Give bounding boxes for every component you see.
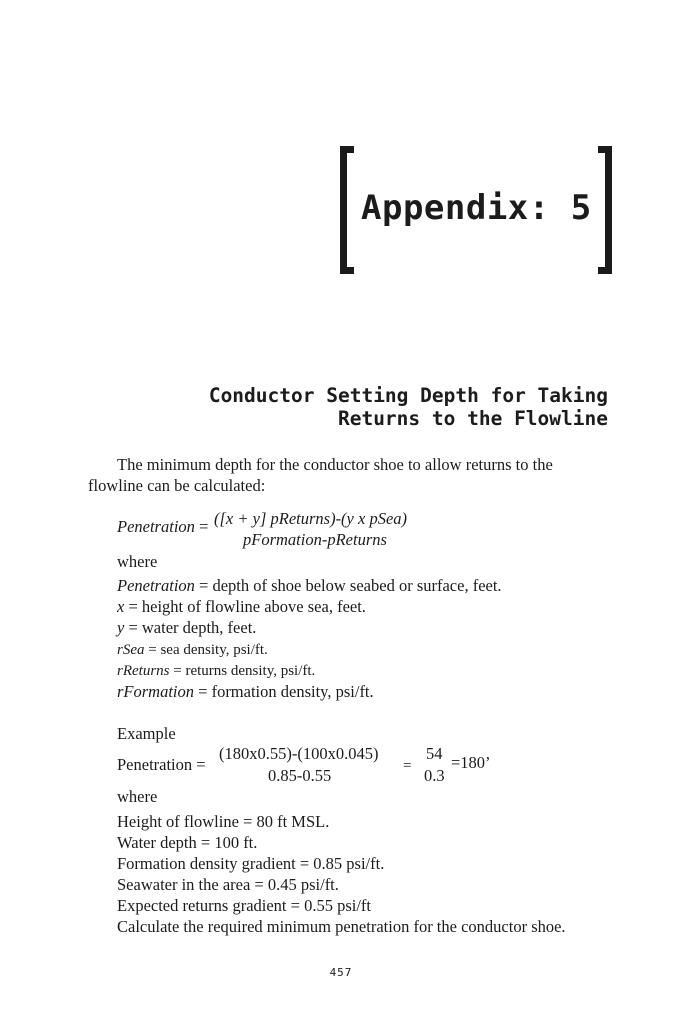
- formula-lhs: Penetration: [117, 517, 195, 536]
- section-title-line-2: Returns to the Flowline: [337, 407, 608, 430]
- example-den2: 0.3: [424, 766, 445, 785]
- example-equals: =: [403, 758, 412, 774]
- definition-text: = height of flowline above sea, feet.: [124, 597, 366, 616]
- example-given: Expected returns gradient = 0.55 psi/ft: [117, 896, 371, 915]
- definition-text: = returns density, psi/ft.: [169, 663, 316, 679]
- definition-text: = water depth, feet.: [124, 618, 257, 637]
- example-where: where: [117, 787, 158, 806]
- example-given: Water depth = 100 ft.: [117, 833, 258, 852]
- definition-term: Penetration: [117, 576, 195, 595]
- example-given: Calculate the required minimum penetration for the conductor shoe.: [117, 917, 566, 936]
- definition-item: [117, 618, 256, 638]
- definition-text: = formation density, psi/ft.: [194, 682, 374, 701]
- example-num2: 54: [426, 744, 443, 763]
- definition-term: rSea: [117, 642, 145, 658]
- example-lhs: Penetration =: [117, 755, 206, 774]
- definition-item: [117, 661, 315, 681]
- intro-line-2: flowline can be calculated:: [88, 476, 266, 495]
- definition-text: = sea density, psi/ft.: [144, 642, 268, 658]
- example-denominator: 0.85-0.55: [268, 766, 332, 785]
- left-bracket: [340, 146, 354, 274]
- example-result: =180’: [451, 753, 491, 772]
- section-title-line-1: Conductor Setting Depth for Taking: [208, 384, 608, 407]
- page-number: 457: [329, 966, 353, 979]
- definition-term: x: [117, 597, 125, 616]
- example-numerator: (180x0.55)-(100x0.045): [219, 744, 379, 763]
- example-given: Seawater in the area = 0.45 psi/ft.: [117, 875, 339, 894]
- appendix-title: Appendix: 5: [361, 188, 592, 228]
- example-given: Height of flowline = 80 ft MSL.: [117, 812, 330, 831]
- formula-denominator: pFormation-pReturns: [243, 530, 387, 549]
- right-bracket: [598, 146, 612, 274]
- formula-equals: =: [199, 517, 209, 536]
- intro-line-1: The minimum depth for the conductor shoe to allow returns to the: [117, 455, 553, 474]
- definition-term: rReturns: [117, 663, 170, 679]
- definition-item: [117, 640, 268, 660]
- definition-term: rFormation: [117, 682, 195, 701]
- example-heading: Example: [117, 724, 176, 743]
- example-given: Formation density gradient = 0.85 psi/ft.: [117, 854, 385, 873]
- definition-term: y: [117, 618, 125, 637]
- definitions-where: where: [117, 552, 158, 571]
- definition-item: [117, 682, 374, 702]
- definition-item: [117, 576, 502, 596]
- formula-numerator: ([x + y] pReturns)-(y x pSea): [214, 509, 408, 528]
- section-title: [209, 384, 608, 430]
- definition-text: = depth of shoe below seabed or surface, feet.: [194, 576, 502, 595]
- definition-item: [117, 597, 366, 617]
